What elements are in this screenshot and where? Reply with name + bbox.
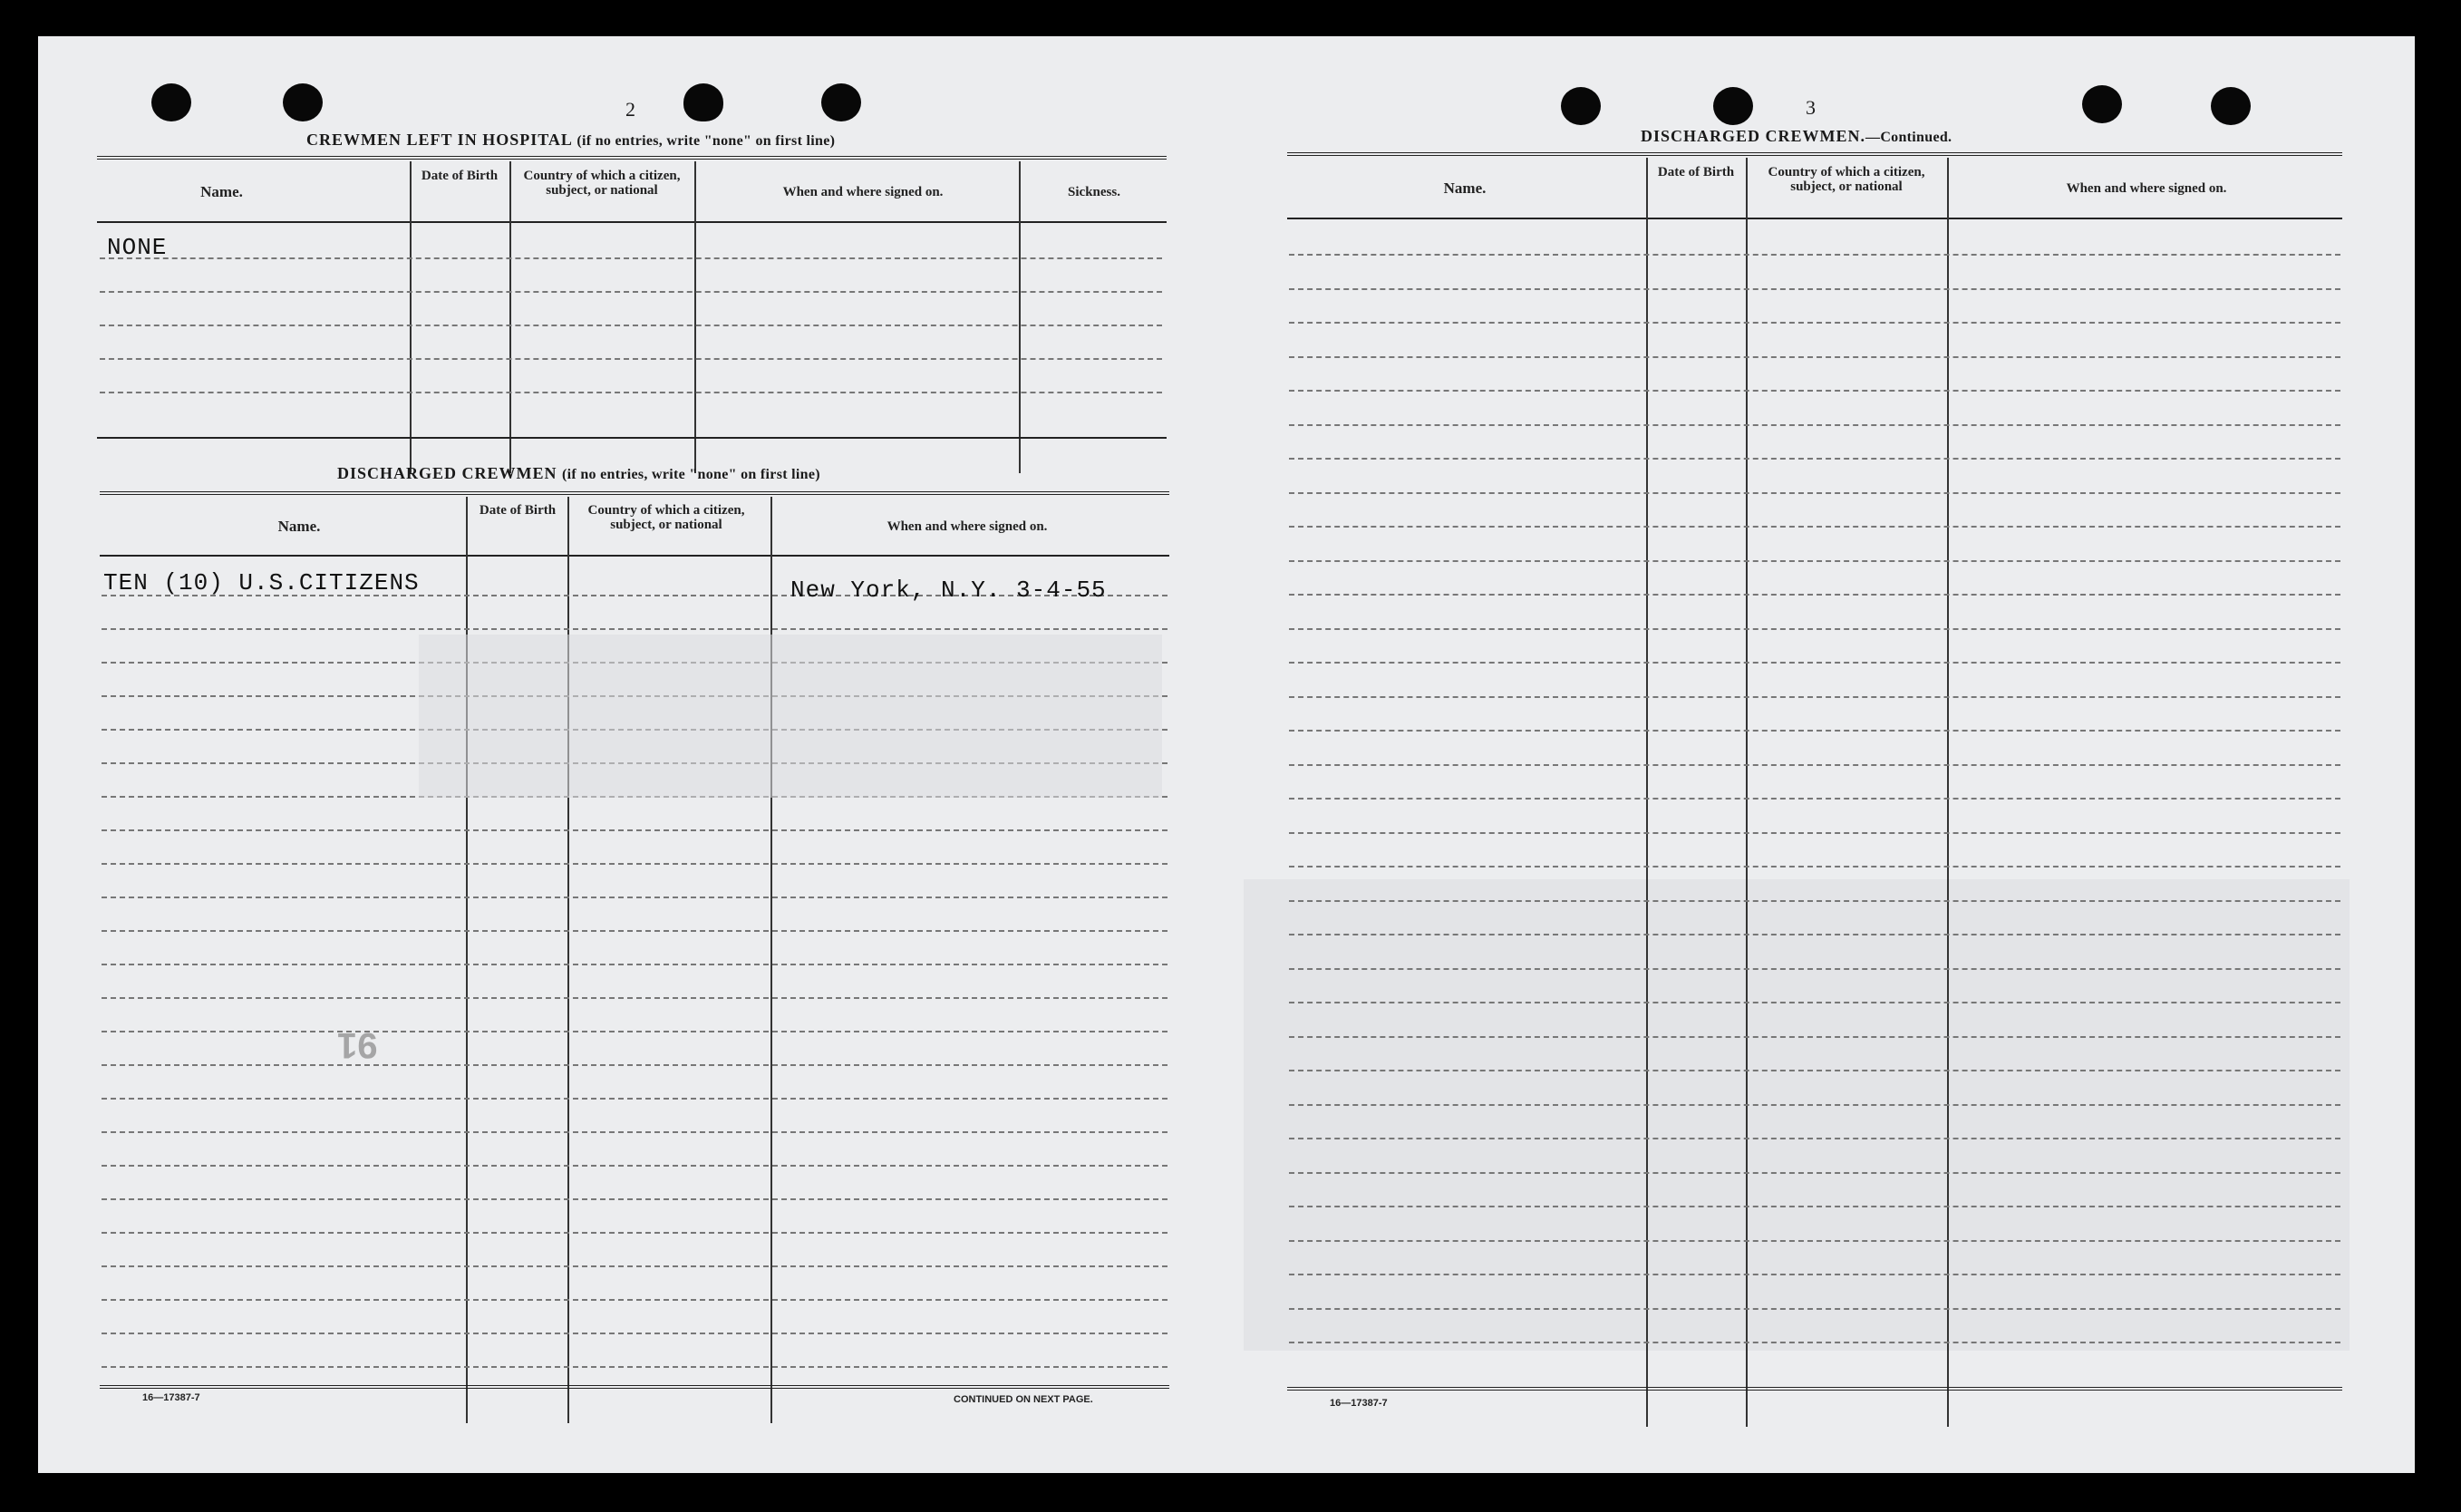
ruled-line (1289, 866, 2340, 867)
ruled-line (102, 1098, 1168, 1100)
ruled-line (102, 964, 1168, 965)
hospital-col-sickness: Sickness. (1068, 185, 1120, 199)
punch-hole (2082, 85, 2122, 123)
hospital-header-rule (97, 221, 1167, 223)
discharged-entry-signed-on: New York, N.Y. 3-4-55 (790, 577, 1107, 604)
right-table-top-rule (1287, 152, 2342, 156)
hospital-table-top-rule (97, 156, 1167, 160)
punch-hole (2211, 87, 2251, 125)
ruled-line (1289, 560, 2340, 562)
discharged-col-name: Name. (277, 518, 321, 535)
discharged-header-rule (100, 555, 1169, 557)
ruled-line (1289, 1172, 2340, 1174)
hospital-col-name: Name. (200, 183, 243, 200)
punch-hole (151, 83, 191, 121)
ruled-line (100, 291, 1162, 293)
ruled-line (102, 1232, 1168, 1234)
hospital-col-dob: Date of Birth (421, 169, 499, 183)
punch-hole (821, 83, 861, 121)
discharged-table-bottom-rule (100, 1385, 1169, 1389)
ruled-line (1289, 322, 2340, 324)
discharged-col-country: Country of which a citizen, subject, or national (587, 503, 745, 532)
ruled-line (1289, 1240, 2340, 1242)
ruled-line (102, 1131, 1168, 1133)
ruled-line (1289, 1002, 2340, 1003)
ruled-line (1289, 1070, 2340, 1071)
ruled-line (1289, 764, 2340, 766)
hospital-section-title: CREWMEN LEFT IN HOSPITAL (if no entries, write "none" on first line) (306, 131, 836, 149)
hospital-col-divider (1019, 161, 1021, 473)
punch-hole (683, 83, 723, 121)
ruled-line (102, 1031, 1168, 1032)
ruled-line (1289, 1104, 2340, 1106)
ruled-line (1289, 526, 2340, 528)
ruled-line (1289, 288, 2340, 290)
hospital-table-bottom-rule (97, 437, 1167, 439)
right-col-divider (1746, 158, 1748, 1427)
ruled-line (100, 257, 1162, 259)
right-col-signed: When and where signed on. (2066, 181, 2227, 196)
discharged-entry-name: TEN (10) U.S.CITIZENS (103, 569, 420, 596)
ruled-line (1289, 1036, 2340, 1038)
right-col-country: Country of which a citizen, subject, or national (1768, 165, 1925, 194)
discharged-section-title: DISCHARGED CREWMEN (if no entries, write "none" on first line) (337, 464, 820, 482)
ruled-line (102, 1333, 1168, 1334)
hospital-col-signed: When and where signed on. (782, 185, 944, 199)
left-page-number: 2 (625, 98, 635, 121)
ruled-line (102, 1165, 1168, 1167)
ruled-line (1289, 594, 2340, 596)
ruled-line (1289, 492, 2340, 494)
hospital-col-divider (694, 161, 696, 473)
ruled-line (1289, 254, 2340, 256)
ruled-line (1289, 798, 2340, 800)
ruled-line (102, 930, 1168, 932)
right-section-title: DISCHARGED CREWMEN.—Continued. (1641, 127, 1952, 145)
ruled-line (102, 1265, 1168, 1267)
right-header-rule (1287, 218, 2342, 219)
discharged-col-signed: When and where signed on. (887, 519, 1048, 534)
ruled-line (1289, 1206, 2340, 1207)
right-page-number: 3 (1806, 96, 1816, 119)
hospital-col-divider (410, 161, 412, 473)
ruled-line (1289, 662, 2340, 664)
document-sheet (38, 36, 2415, 1473)
ruled-line (102, 897, 1168, 898)
ruled-line (102, 1366, 1168, 1368)
ruled-line (1289, 730, 2340, 732)
ruled-line (102, 863, 1168, 865)
right-col-divider (1947, 158, 1949, 1427)
hospital-entry-none: NONE (107, 234, 168, 261)
ruled-line (1289, 356, 2340, 358)
ruled-line (102, 997, 1168, 999)
punch-hole (1561, 87, 1601, 125)
ruled-line (102, 1064, 1168, 1066)
ruled-line (100, 358, 1162, 360)
right-form-number: 16—17387-7 (1330, 1398, 1388, 1409)
ruled-line (1289, 968, 2340, 970)
right-col-dob: Date of Birth (1657, 165, 1735, 179)
ruled-line (102, 1299, 1168, 1301)
ruled-line (1289, 390, 2340, 392)
punch-hole (1713, 87, 1753, 125)
ruled-line (100, 392, 1162, 393)
punch-hole (283, 83, 323, 121)
right-table-bottom-rule (1287, 1387, 2342, 1391)
discharged-col-dob: Date of Birth (479, 503, 557, 518)
discharged-table-top-rule (100, 491, 1169, 495)
continued-note: CONTINUED ON NEXT PAGE. (954, 1394, 1093, 1405)
ruled-line (102, 628, 1168, 630)
ruled-line (1289, 458, 2340, 460)
ruled-line (1289, 696, 2340, 698)
ruled-line (1289, 1138, 2340, 1139)
ruled-line (102, 829, 1168, 831)
bleed-through-shadow (1244, 879, 2350, 1351)
left-form-number: 16—17387-7 (142, 1392, 200, 1403)
right-col-name: Name. (1443, 179, 1487, 197)
right-col-divider (1646, 158, 1648, 1427)
ruled-line (1289, 934, 2340, 935)
ruled-line (1289, 1274, 2340, 1275)
ruled-line (1289, 424, 2340, 426)
ruled-line (1289, 900, 2340, 902)
bleed-through-shadow (419, 635, 1162, 798)
stray-mark: 91 (337, 1025, 378, 1065)
hospital-col-country: Country of which a citizen, subject, or national (523, 169, 681, 198)
ruled-line (1289, 628, 2340, 630)
ruled-line (1289, 1308, 2340, 1310)
ruled-line (1289, 1342, 2340, 1343)
hospital-col-divider (509, 161, 511, 473)
ruled-line (1289, 832, 2340, 834)
ruled-line (100, 325, 1162, 326)
ruled-line (102, 1198, 1168, 1200)
